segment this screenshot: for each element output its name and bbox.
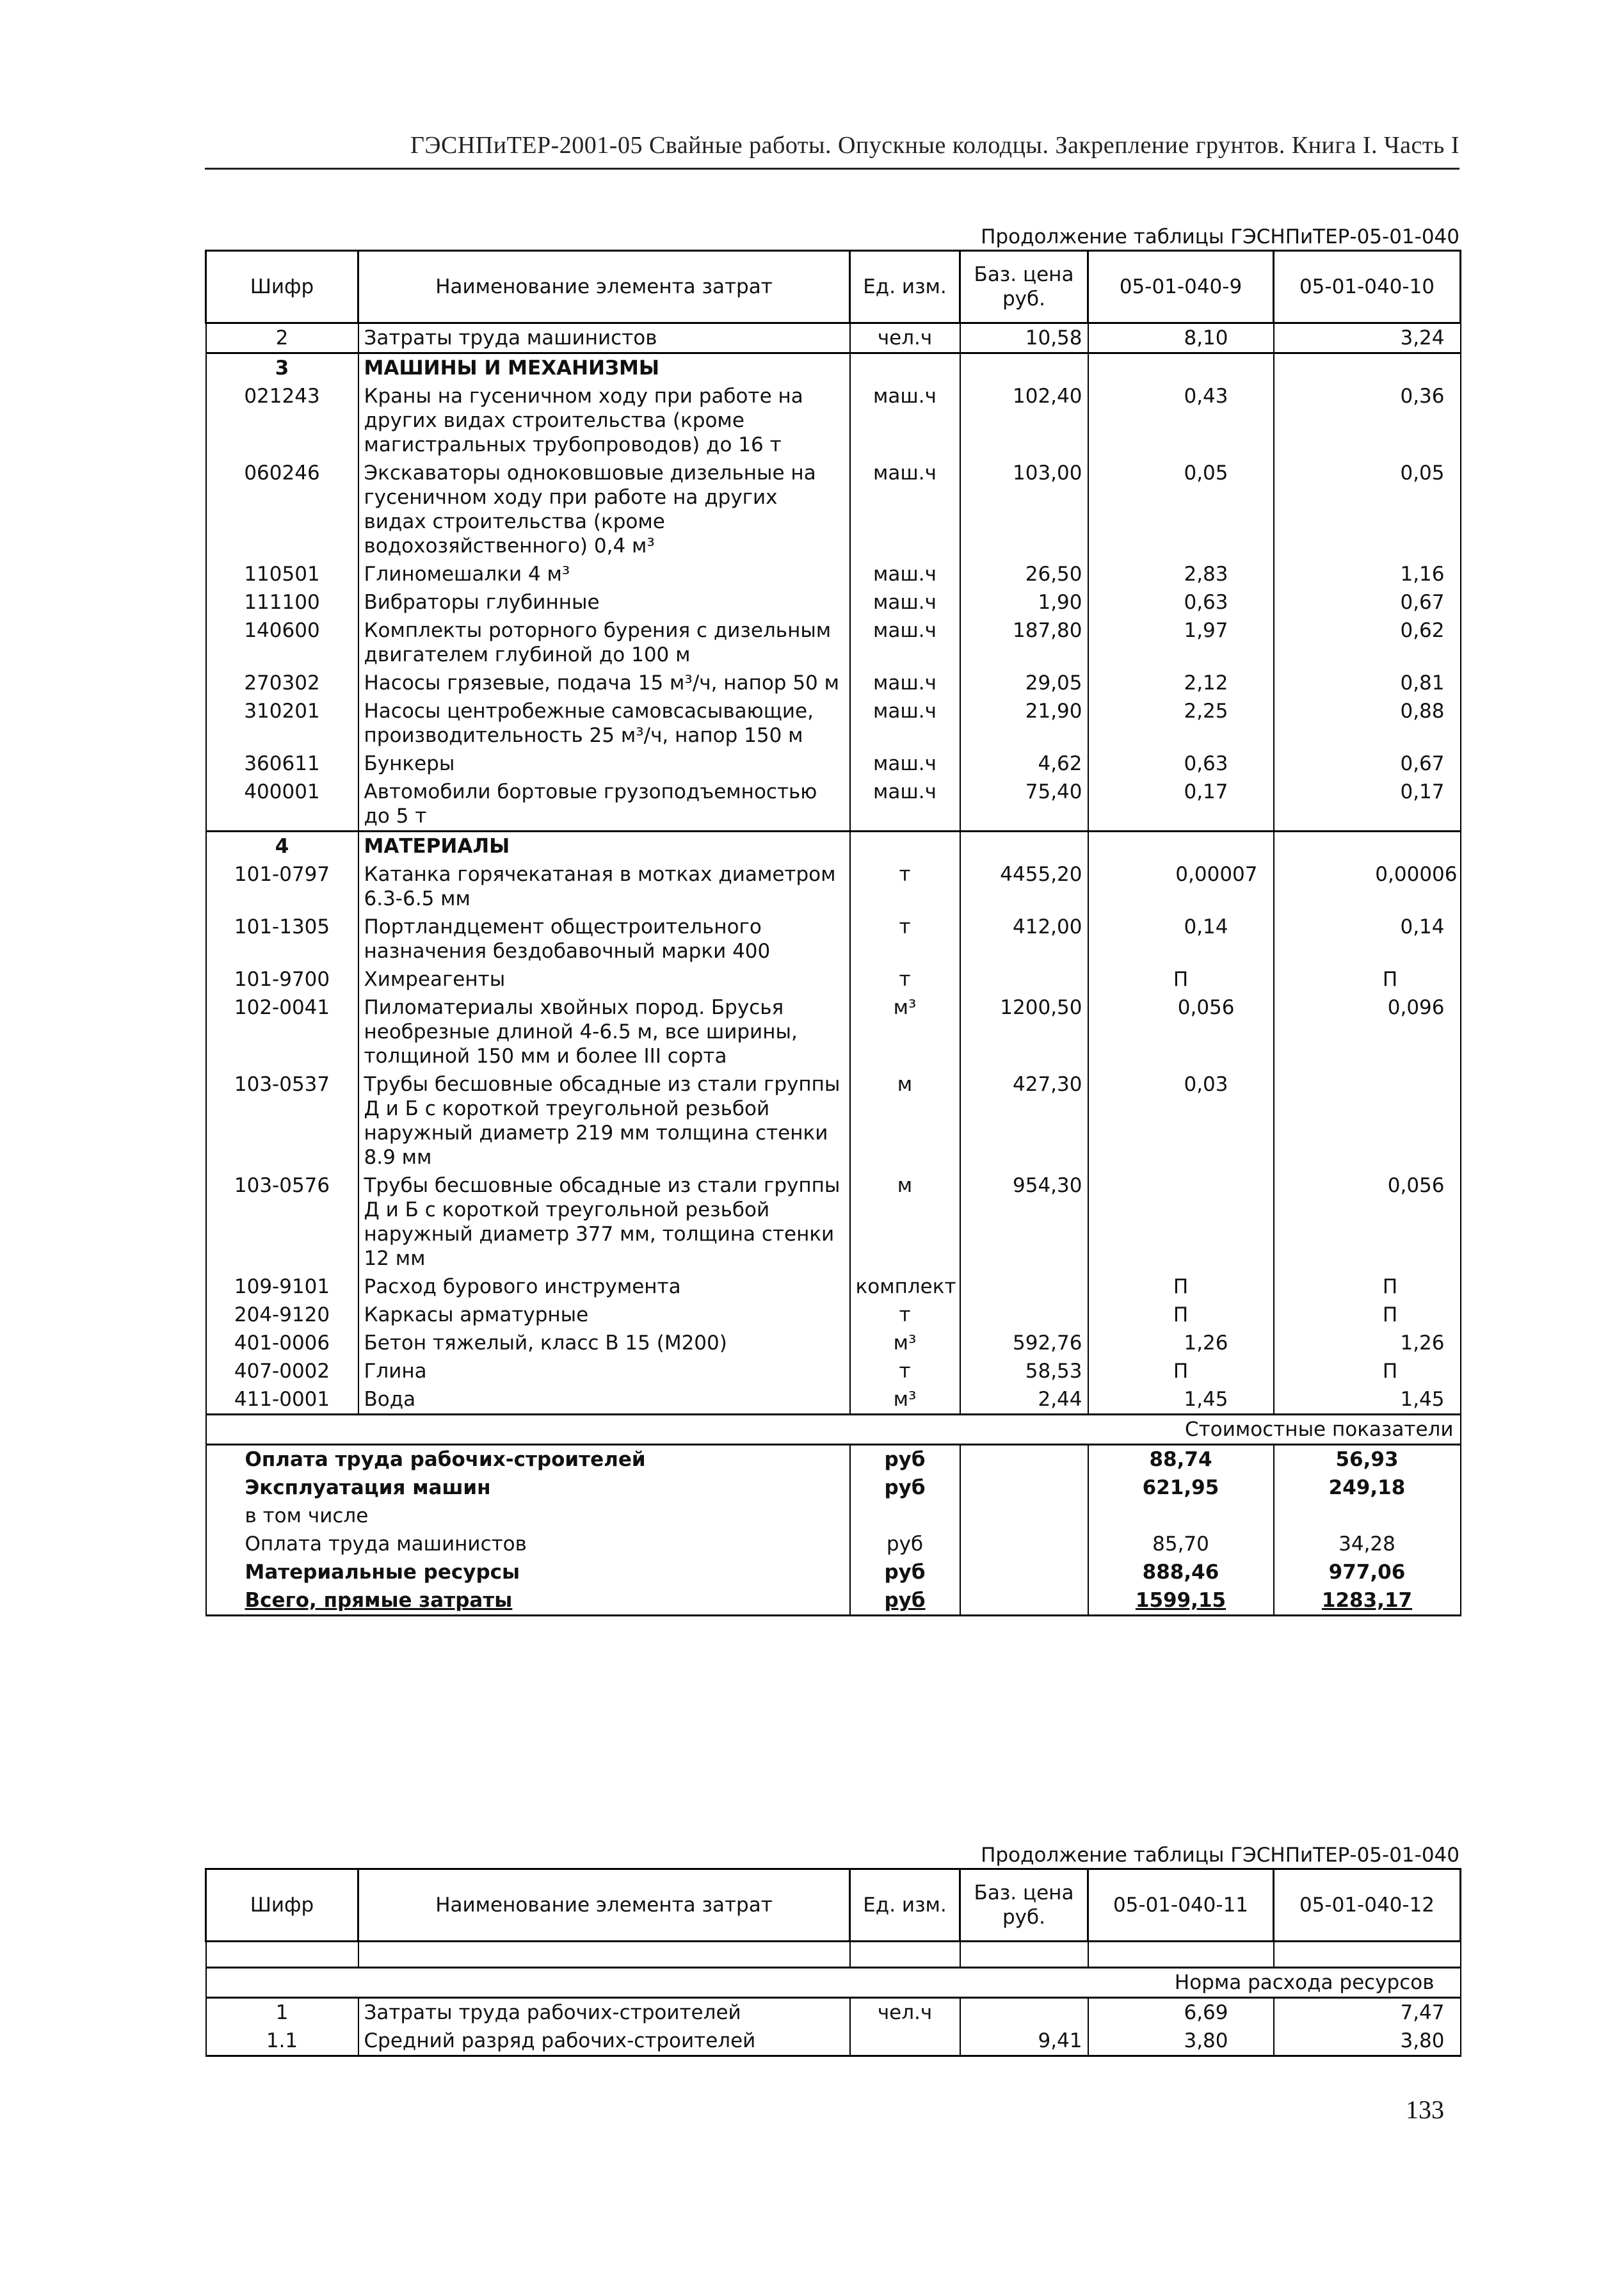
row-name: Вода	[358, 1385, 850, 1415]
row-unit: маш.ч	[850, 382, 960, 459]
row-value-1: 8,10	[1088, 323, 1274, 353]
row-name: Затраты труда рабочих-строителей	[358, 1998, 850, 2027]
row-price: 21,90	[960, 697, 1088, 750]
row-code: 400001	[206, 778, 358, 832]
cost-name: Эксплуатация машин	[206, 1474, 850, 1502]
page-number: 133	[1406, 2095, 1444, 2124]
row-value-2: 0,056	[1274, 1171, 1461, 1273]
row-value-2	[1274, 1070, 1461, 1171]
cost-name: в том числе	[206, 1502, 850, 1530]
row-unit: т	[850, 1357, 960, 1385]
row-value-2: 0,14	[1274, 913, 1461, 965]
cost-unit: руб	[850, 1530, 960, 1558]
cost-value-2: 1283,17	[1274, 1586, 1461, 1616]
row-value-1: 0,63	[1088, 588, 1274, 616]
row-value-1	[1088, 1171, 1274, 1273]
cost-value-2: 249,18	[1274, 1474, 1461, 1502]
table-row	[206, 323, 1461, 353]
row-value-2: 0,05	[1274, 459, 1461, 560]
row-value-1: 0,43	[1088, 382, 1274, 459]
row-value-2: 0,88	[1274, 697, 1461, 750]
row-unit: м³	[850, 994, 960, 1070]
row-name: Бетон тяжелый, класс В 15 (М200)	[358, 1329, 850, 1357]
table-row	[206, 588, 1461, 616]
row-unit: т	[850, 1301, 960, 1329]
col-header-price: Баз. цена руб.	[960, 1869, 1088, 1942]
row-name: Вибраторы глубинные	[358, 588, 850, 616]
row-name: Насосы центробежные самовсасывающие, производительность 25 м³/ч, напор 150 м	[358, 697, 850, 750]
row-price	[960, 1998, 1088, 2027]
row-unit: маш.ч	[850, 616, 960, 669]
cost-value-1: 88,74	[1088, 1445, 1274, 1474]
col-header-price: Баз. цена руб.	[960, 251, 1088, 323]
cost-name: Оплата труда рабочих-строителей	[206, 1445, 850, 1474]
row-code: 110501	[206, 560, 358, 588]
row-name: Каркасы арматурные	[358, 1301, 850, 1329]
cost-value-2: 34,28	[1274, 1530, 1461, 1558]
row-code: 4	[206, 832, 358, 861]
cost-unit: руб	[850, 1558, 960, 1586]
row-value-1: 2,25	[1088, 697, 1274, 750]
col-header-name: Наименование элемента затрат	[358, 1869, 850, 1942]
table1	[205, 250, 1461, 1616]
col-header-name: Наименование элемента затрат	[358, 251, 850, 323]
section-row-materials	[206, 832, 1461, 861]
row-unit: маш.ч	[850, 669, 960, 697]
row-unit: чел.ч	[850, 1998, 960, 2027]
row-price: 427,30	[960, 1070, 1088, 1171]
row-unit	[850, 2027, 960, 2056]
row-value-2: 1,16	[1274, 560, 1461, 588]
cost-header-row	[206, 1415, 1461, 1445]
cost-unit: руб	[850, 1445, 960, 1474]
row-value-2: 0,67	[1274, 750, 1461, 778]
table2	[205, 1868, 1461, 2057]
cost-header: Стоимостные показатели	[206, 1415, 1461, 1445]
row-value-2: 0,67	[1274, 588, 1461, 616]
row-value-2: П	[1274, 1301, 1461, 1329]
row-unit: комплект	[850, 1273, 960, 1301]
row-value-2: 7,47	[1274, 1998, 1461, 2027]
row-code: 204-9120	[206, 1301, 358, 1329]
row-code: 103-0537	[206, 1070, 358, 1171]
row-code: 360611	[206, 750, 358, 778]
row-value-2: 0,096	[1274, 994, 1461, 1070]
row-value-1: 2,12	[1088, 669, 1274, 697]
table-row-blank	[206, 1942, 1461, 1968]
table-row	[206, 1070, 1461, 1171]
table-row	[206, 1385, 1461, 1415]
row-price	[960, 1273, 1088, 1301]
cost-row	[206, 1502, 1461, 1530]
row-price	[960, 1301, 1088, 1329]
row-name: Комплекты роторного бурения с дизельным двигателем глубиной до 100 м	[358, 616, 850, 669]
row-name: Химреагенты	[358, 965, 850, 994]
row-value-1: 0,05	[1088, 459, 1274, 560]
row-name: Глина	[358, 1357, 850, 1385]
row-code: 140600	[206, 616, 358, 669]
cost-unit: руб	[850, 1586, 960, 1616]
row-price: 26,50	[960, 560, 1088, 588]
row-price: 2,44	[960, 1385, 1088, 1415]
table-row	[206, 860, 1461, 913]
row-code: 102-0041	[206, 994, 358, 1070]
row-code: 109-9101	[206, 1273, 358, 1301]
row-price: 10,58	[960, 323, 1088, 353]
row-value-1: 6,69	[1088, 1998, 1274, 2027]
row-unit: маш.ч	[850, 560, 960, 588]
row-price: 4,62	[960, 750, 1088, 778]
table-row	[206, 994, 1461, 1070]
row-code: 111100	[206, 588, 358, 616]
row-value-1: 3,80	[1088, 2027, 1274, 2056]
row-name: Экскаваторы одноковшовые дизельные на гусеничном ходу при работе на других видах строительства (кроме водохозяйственного) 0,4 м³	[358, 459, 850, 560]
row-name: Краны на гусеничном ходу при работе на других видах строительства (кроме магистральных трубопроводов) до 16 т	[358, 382, 850, 459]
col-header-unit: Ед. изм.	[850, 251, 960, 323]
row-price: 412,00	[960, 913, 1088, 965]
row-code: 411-0001	[206, 1385, 358, 1415]
table-row	[206, 560, 1461, 588]
row-value-2: 0,00006	[1274, 860, 1461, 913]
cost-row-total	[206, 1586, 1461, 1616]
table-row	[206, 1357, 1461, 1385]
table-row	[206, 1273, 1461, 1301]
row-value-1: 2,83	[1088, 560, 1274, 588]
col-header-code: Шифр	[206, 251, 358, 323]
row-value-1: П	[1088, 1301, 1274, 1329]
row-value-1: 0,14	[1088, 913, 1274, 965]
row-unit: чел.ч	[850, 323, 960, 353]
row-unit: маш.ч	[850, 459, 960, 560]
row-unit: м	[850, 1171, 960, 1273]
row-name: Пиломатериалы хвойных пород. Брусья необрезные длиной 4-6.5 м, все ширины, толщиной 150 мм и более III сорта	[358, 994, 850, 1070]
col-header-code: Шифр	[206, 1869, 358, 1942]
col-header-col2: 05-01-040-12	[1274, 1869, 1461, 1942]
row-value-2: 0,17	[1274, 778, 1461, 832]
cost-value-2: 56,93	[1274, 1445, 1461, 1474]
row-price: 1200,50	[960, 994, 1088, 1070]
row-value-2: П	[1274, 1357, 1461, 1385]
table2-header-row	[206, 1869, 1461, 1942]
row-name: Катанка горячекатаная в мотках диаметром 6.3-6.5 мм	[358, 860, 850, 913]
table-row	[206, 965, 1461, 994]
row-code: 270302	[206, 669, 358, 697]
row-name: Средний разряд рабочих-строителей	[358, 2027, 850, 2056]
row-code: 021243	[206, 382, 358, 459]
header-rule	[205, 168, 1459, 170]
table-row	[206, 1171, 1461, 1273]
row-code: 101-9700	[206, 965, 358, 994]
row-name: Трубы бесшовные обсадные из стали группы Д и Б с короткой треугольной резьбой наружный диаметр 219 мм толщина стенки 8.9 мм	[358, 1070, 850, 1171]
row-value-1: 0,00007	[1088, 860, 1274, 913]
row-unit: т	[850, 913, 960, 965]
cost-name: Всего, прямые затраты	[206, 1586, 850, 1616]
row-value-2: 3,24	[1274, 323, 1461, 353]
row-code: 2	[206, 323, 358, 353]
cost-value-1: 888,46	[1088, 1558, 1274, 1586]
row-value-1: П	[1088, 965, 1274, 994]
row-name: Портландцемент общестроительного назначения бездобавочный марки 400	[358, 913, 850, 965]
row-price: 1,90	[960, 588, 1088, 616]
table-row	[206, 2027, 1461, 2056]
row-value-1: 0,17	[1088, 778, 1274, 832]
page-header: ГЭСНПиТЕР-2001-05 Свайные работы. Опускные колодцы. Закрепление грунтов. Книга I. Часть I	[410, 132, 1459, 159]
row-unit: маш.ч	[850, 588, 960, 616]
col-header-col2: 05-01-040-10	[1274, 251, 1461, 323]
row-value-1: 1,97	[1088, 616, 1274, 669]
row-unit: м³	[850, 1329, 960, 1357]
row-code: 3	[206, 353, 358, 383]
row-code: 407-0002	[206, 1357, 358, 1385]
row-value-2: 1,26	[1274, 1329, 1461, 1357]
row-price: 29,05	[960, 669, 1088, 697]
row-code: 1.1	[206, 2027, 358, 2056]
row-code: 060246	[206, 459, 358, 560]
cost-name: Оплата труда машинистов	[206, 1530, 850, 1558]
table1-header-row	[206, 251, 1461, 323]
table-row	[206, 778, 1461, 832]
row-code: 401-0006	[206, 1329, 358, 1357]
row-code: 1	[206, 1998, 358, 2027]
cost-value-1: 1599,15	[1088, 1586, 1274, 1616]
table-row	[206, 750, 1461, 778]
row-code: 101-0797	[206, 860, 358, 913]
section-row-machines	[206, 353, 1461, 383]
row-unit: т	[850, 860, 960, 913]
row-value-2: 0,62	[1274, 616, 1461, 669]
cost-row	[206, 1530, 1461, 1558]
cost-row	[206, 1445, 1461, 1474]
cost-unit	[850, 1502, 960, 1530]
cost-value-1: 85,70	[1088, 1530, 1274, 1558]
row-name: МАТЕРИАЛЫ	[358, 832, 850, 861]
row-value-2: П	[1274, 965, 1461, 994]
row-value-1: 1,45	[1088, 1385, 1274, 1415]
table-row	[206, 459, 1461, 560]
table2-caption: Продолжение таблицы ГЭСНПиТЕР-05-01-040	[981, 1844, 1459, 1867]
row-value-2: П	[1274, 1273, 1461, 1301]
row-price: 187,80	[960, 616, 1088, 669]
table1-caption: Продолжение таблицы ГЭСНПиТЕР-05-01-040	[981, 225, 1459, 248]
col-header-col1: 05-01-040-11	[1088, 1869, 1274, 1942]
table-row	[206, 1998, 1461, 2027]
row-name: Затраты труда машинистов	[358, 323, 850, 353]
row-name: Расход бурового инструмента	[358, 1273, 850, 1301]
row-price: 103,00	[960, 459, 1088, 560]
cost-unit: руб	[850, 1474, 960, 1502]
table-row	[206, 1329, 1461, 1357]
row-value-1: 0,03	[1088, 1070, 1274, 1171]
row-value-1: 0,63	[1088, 750, 1274, 778]
row-unit: маш.ч	[850, 697, 960, 750]
row-unit: маш.ч	[850, 778, 960, 832]
table-row	[206, 616, 1461, 669]
row-code: 103-0576	[206, 1171, 358, 1273]
row-price: 4455,20	[960, 860, 1088, 913]
row-value-2: 0,81	[1274, 669, 1461, 697]
cost-value-2	[1274, 1502, 1461, 1530]
row-price: 58,53	[960, 1357, 1088, 1385]
row-value-1: 1,26	[1088, 1329, 1274, 1357]
row-price: 9,41	[960, 2027, 1088, 2056]
row-unit: м³	[850, 1385, 960, 1415]
row-value-2: 3,80	[1274, 2027, 1461, 2056]
col-header-col1: 05-01-040-9	[1088, 251, 1274, 323]
row-price	[960, 965, 1088, 994]
row-value-1: П	[1088, 1273, 1274, 1301]
cost-value-1	[1088, 1502, 1274, 1530]
table-row	[206, 1301, 1461, 1329]
norm-header-row	[206, 1968, 1461, 1998]
cost-row	[206, 1474, 1461, 1502]
cost-value-1: 621,95	[1088, 1474, 1274, 1502]
row-value-1: П	[1088, 1357, 1274, 1385]
cost-value-2: 977,06	[1274, 1558, 1461, 1586]
row-price: 102,40	[960, 382, 1088, 459]
table-row	[206, 382, 1461, 459]
row-unit: маш.ч	[850, 750, 960, 778]
cost-row	[206, 1558, 1461, 1586]
row-price: 592,76	[960, 1329, 1088, 1357]
row-value-2: 0,36	[1274, 382, 1461, 459]
row-unit: м	[850, 1070, 960, 1171]
row-price: 75,40	[960, 778, 1088, 832]
row-name: Автомобили бортовые грузоподъемностью до 5 т	[358, 778, 850, 832]
row-code: 101-1305	[206, 913, 358, 965]
table-row	[206, 697, 1461, 750]
col-header-unit: Ед. изм.	[850, 1869, 960, 1942]
cost-name: Материальные ресурсы	[206, 1558, 850, 1586]
table-row	[206, 669, 1461, 697]
row-name: Глиномешалки 4 м³	[358, 560, 850, 588]
row-name: Трубы бесшовные обсадные из стали группы Д и Б с короткой треугольной резьбой наружный диаметр 377 мм, толщина стенки 12 мм	[358, 1171, 850, 1273]
row-unit: т	[850, 965, 960, 994]
row-code: 310201	[206, 697, 358, 750]
table-row	[206, 913, 1461, 965]
norm-header: Норма расхода ресурсов	[206, 1968, 1461, 1998]
row-price: 954,30	[960, 1171, 1088, 1273]
row-name: Бункеры	[358, 750, 850, 778]
row-value-1: 0,056	[1088, 994, 1274, 1070]
row-name: Насосы грязевые, подача 15 м³/ч, напор 50 м	[358, 669, 850, 697]
row-value-2: 1,45	[1274, 1385, 1461, 1415]
row-name: МАШИНЫ И МЕХАНИЗМЫ	[358, 353, 850, 383]
